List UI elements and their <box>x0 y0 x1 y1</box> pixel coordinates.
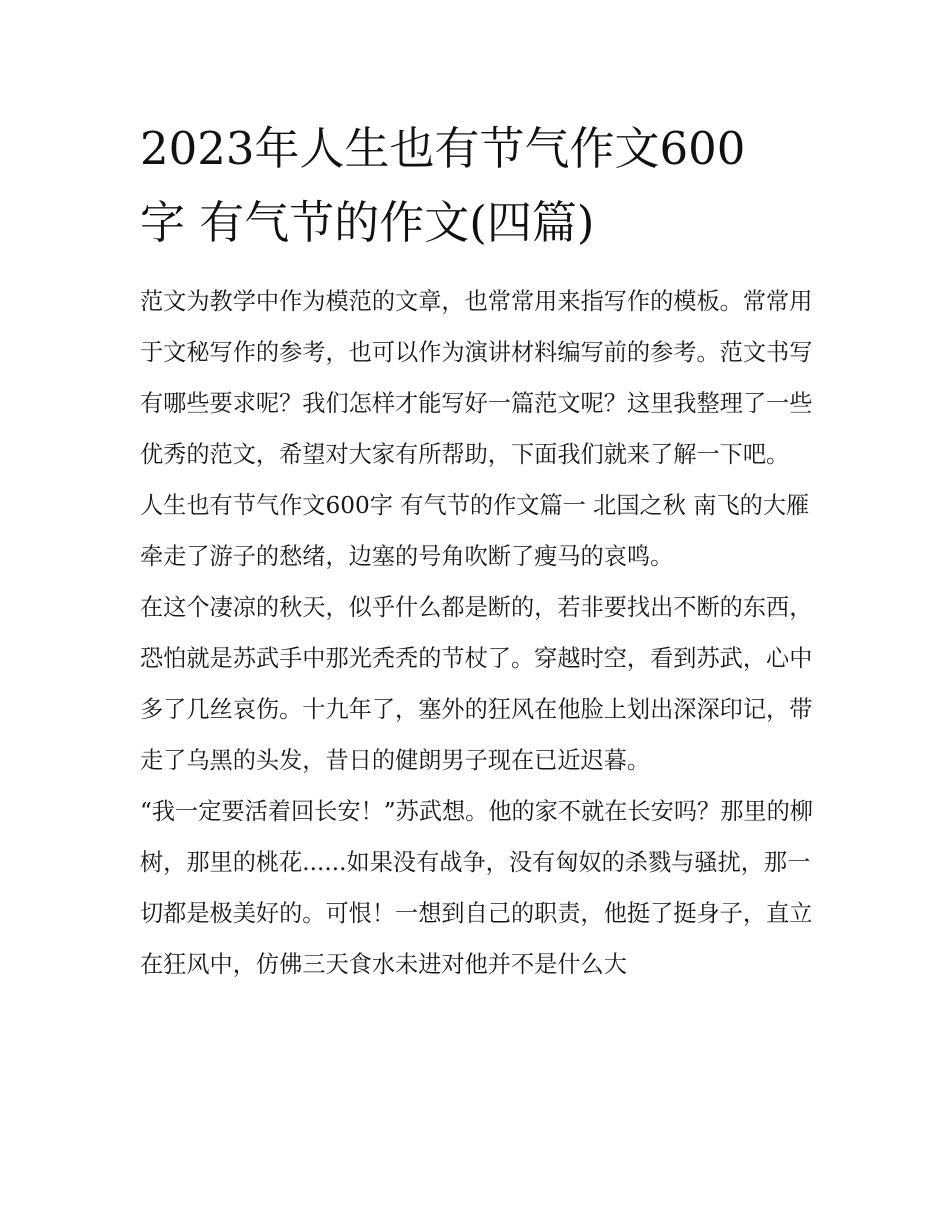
document-body <box>140 276 820 990</box>
paragraph-su-wu-autumn: 在这个凄凉的秋天，似乎什么都是断的，若非要找出不断的东西，恐怕就是苏武手中那光秃秃的节杖了。穿越时空，看到苏武，心中多了几丝哀伤。十九年了，塞外的狂风在他脸上划出深深印记，带走了乌黑的头发，昔日的健朗男子现在已近迟暮。 <box>140 594 813 774</box>
title-line-2: 字 有气节的作文(四篇) <box>140 196 595 249</box>
paragraph-essay-one-opening: 人生也有节气作文600字 有气节的作文篇一 北国之秋 南飞的大雁牵走了游子的愁绪，边塞的号角吹断了瘦马的哀鸣。 <box>140 492 810 570</box>
paragraph-intro: 范文为教学中作为模范的文章，也常常用来指写作的模板。常常用于文秘写作的参考，也可以作为演讲材料编写前的参考。范文书写有哪些要求呢？我们怎样才能写好一篇范文呢？这里我整理了一些优秀的范文，希望对大家有所帮助，下面我们就来了解一下吧。 <box>140 288 813 468</box>
paragraph-su-wu-changan: “我一定要活着回长安！”苏武想。他的家不就在长安吗？那里的柳树，那里的桃花......如果没有战争，没有匈奴的杀戮与骚扰，那一切都是极美好的。可恨！一想到自己的职责，他挺了挺身子，直立在狂风中，仿佛三天食水未进对他并不是什么大 <box>140 798 813 978</box>
document-title <box>140 112 820 260</box>
title-line-1: 2023年人生也有节气作文600 <box>140 122 746 175</box>
